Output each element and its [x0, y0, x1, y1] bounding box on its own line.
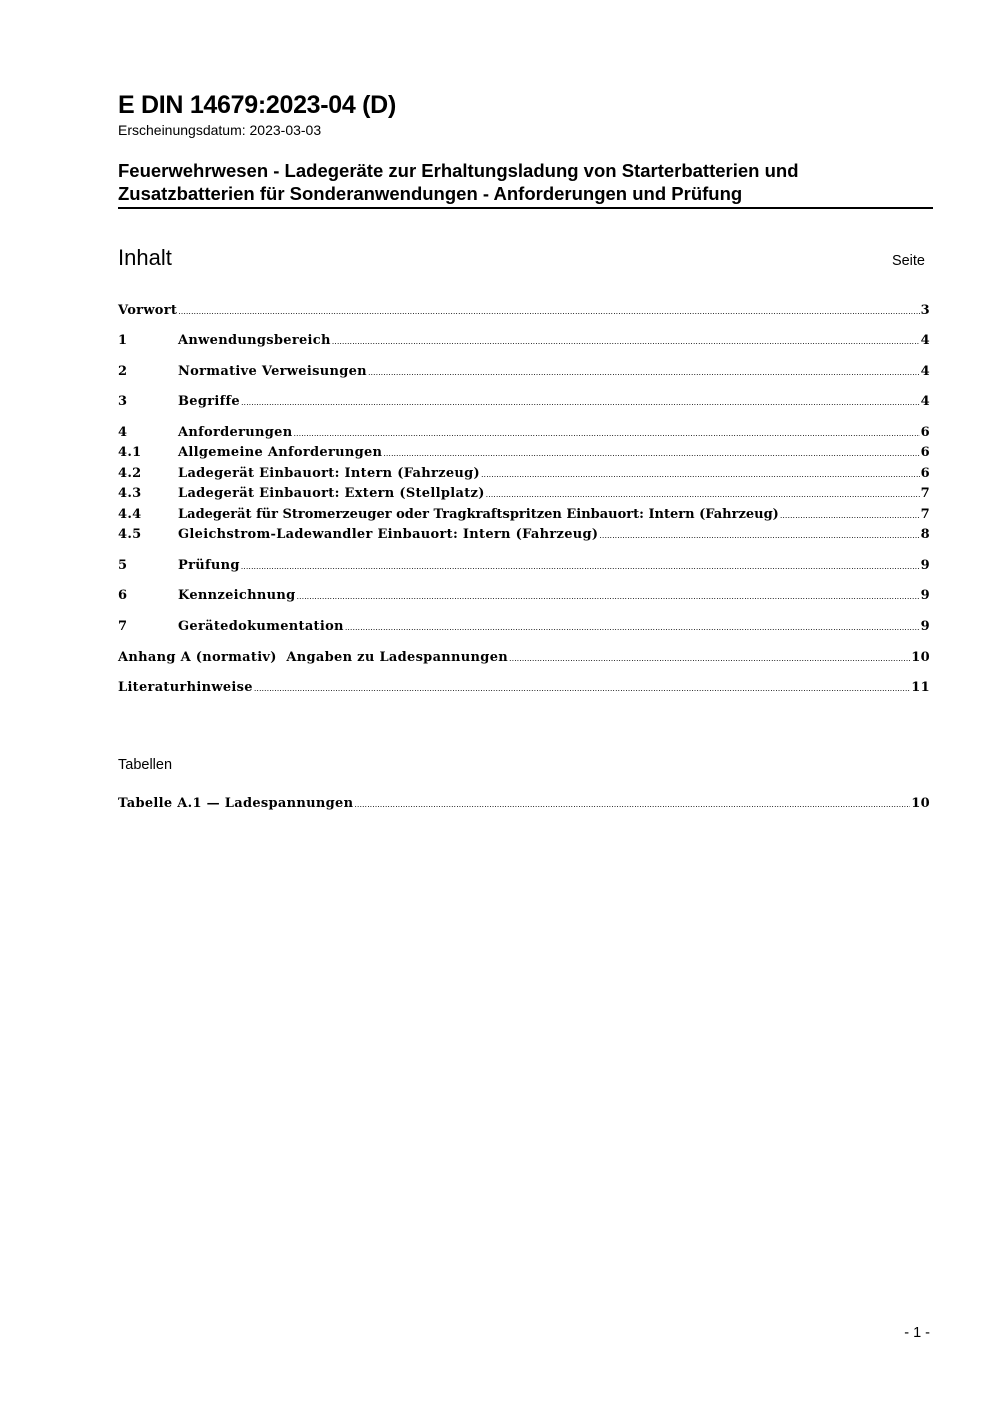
toc-entry-text: Anforderungen — [178, 425, 293, 440]
document-title-line-2: Zusatzbatterien für Sonderanwendungen - Anforderungen und Prüfung — [118, 183, 743, 204]
toc-entry-text: Ladegerät Einbauort: Intern (Fahrzeug) — [178, 466, 480, 481]
toc-leader-dots — [486, 490, 920, 499]
table-entry-page: 10 — [911, 796, 930, 811]
toc-entry-text: Ladegerät Einbauort: Extern (Stellplatz) — [178, 486, 485, 501]
doc-id: E DIN 14679:2023-04 (D) — [118, 91, 396, 119]
footer-page-number: - 1 - — [904, 1325, 930, 1341]
toc-entry-4[interactable] — [118, 425, 930, 445]
toc-entry-number: 3 — [118, 394, 128, 409]
toc-leader-dots — [345, 623, 920, 632]
toc-entry-number: 4.3 — [118, 486, 142, 501]
toc-leader-dots — [509, 654, 910, 663]
toc-entry-number: 4 — [118, 425, 128, 440]
toc-entry-4-5[interactable] — [118, 527, 930, 547]
toc-entry-page: 7 — [920, 486, 930, 501]
toc-entry-number: 6 — [118, 588, 128, 603]
toc-entry-text: Vorwort — [118, 303, 178, 318]
toc-entry-page: 9 — [920, 588, 930, 603]
toc-entry-anhang-a[interactable] — [118, 650, 930, 670]
toc-entry-page: 4 — [920, 333, 930, 348]
tables-heading: Tabellen — [118, 757, 173, 773]
toc-entry-text: Anhang A (normativ) Angaben zu Ladespannungen — [118, 650, 509, 665]
toc-leader-dots — [354, 800, 910, 809]
toc-entry-page: 6 — [920, 466, 930, 481]
toc-entry-text: Kennzeichnung — [178, 588, 296, 603]
toc-entry-text: Gerätedokumentation — [178, 619, 344, 634]
toc-entry-number: 4.4 — [118, 507, 142, 522]
toc-entry-page: 7 — [920, 507, 930, 522]
toc-entry-text: Prüfung — [178, 558, 240, 573]
toc-entry-page: 6 — [920, 425, 930, 440]
toc-entry-number: 7 — [118, 619, 128, 634]
toc-entry-4-2[interactable] — [118, 466, 930, 486]
toc-leader-dots — [178, 307, 919, 316]
table-entry-a1[interactable] — [118, 796, 930, 816]
toc-entry-number: 4.1 — [118, 445, 142, 460]
toc-entry-3[interactable] — [118, 394, 930, 414]
toc-entry-number: 1 — [118, 333, 128, 348]
toc-entry-text: Literaturhinweise — [118, 680, 253, 695]
toc-entry-number: 4.2 — [118, 466, 142, 481]
toc-entry-page: 9 — [920, 558, 930, 573]
toc-leader-dots — [368, 368, 920, 377]
toc-entry-vorwort[interactable] — [118, 303, 930, 323]
toc-leader-dots — [332, 337, 920, 346]
toc-entry-2[interactable] — [118, 364, 930, 384]
toc-entry-7[interactable] — [118, 619, 930, 639]
toc-entry-text: Begriffe — [178, 394, 240, 409]
toc-entry-number: 5 — [118, 558, 128, 573]
toc-leader-dots — [780, 511, 920, 520]
toc-heading: Inhalt — [118, 245, 172, 270]
toc-leader-dots — [383, 449, 919, 458]
toc-entry-page: 8 — [920, 527, 930, 542]
toc-entry-text: Anwendungsbereich — [178, 333, 331, 348]
toc-entry-1[interactable] — [118, 333, 930, 353]
toc-leader-dots — [254, 684, 910, 693]
toc-entry-number: 2 — [118, 364, 128, 379]
toc-entry-page: 9 — [920, 619, 930, 634]
toc-page-column-heading: Seite — [891, 253, 925, 269]
toc-entry-text: Normative Verweisungen — [178, 364, 367, 379]
toc-entry-literaturhinweise[interactable] — [118, 680, 930, 700]
toc-entry-page: 3 — [920, 303, 930, 318]
toc-entry-text: Allgemeine Anforderungen — [178, 445, 383, 460]
toc-entry-page: 11 — [911, 680, 930, 695]
toc-leader-dots — [293, 429, 919, 438]
toc-leader-dots — [599, 531, 919, 540]
toc-entry-5[interactable] — [118, 558, 930, 578]
toc-entry-4-3[interactable] — [118, 486, 930, 506]
toc-entry-number: 4.5 — [118, 527, 142, 542]
document-title-line-1: Feuerwehrwesen - Ladegeräte zur Erhaltungsladung von Starterbatterien und — [118, 160, 799, 181]
toc-entry-6[interactable] — [118, 588, 930, 608]
toc-entry-page: 6 — [920, 445, 930, 460]
document-title — [118, 159, 933, 209]
toc-leader-dots — [241, 562, 920, 571]
toc-entry-page: 4 — [920, 364, 930, 379]
toc-entry-text: Gleichstrom-Ladewandler Einbauort: Intern (Fahrzeug) — [178, 527, 599, 542]
toc-entry-4-1[interactable] — [118, 445, 930, 465]
toc-leader-dots — [241, 398, 920, 407]
toc-leader-dots — [481, 470, 920, 479]
table-entry-text: Tabelle A.1 — Ladespannungen — [118, 796, 354, 811]
publication-date: Erscheinungsdatum: 2023-03-03 — [118, 122, 322, 138]
toc-leader-dots — [297, 592, 920, 601]
toc-entry-page: 4 — [920, 394, 930, 409]
toc-entry-page: 10 — [911, 650, 930, 665]
toc-entry-4-4[interactable] — [118, 507, 930, 527]
toc-entry-text: Ladegerät für Stromerzeuger oder Tragkraftspritzen Einbauort: Intern (Fahrzeug) — [178, 507, 779, 522]
